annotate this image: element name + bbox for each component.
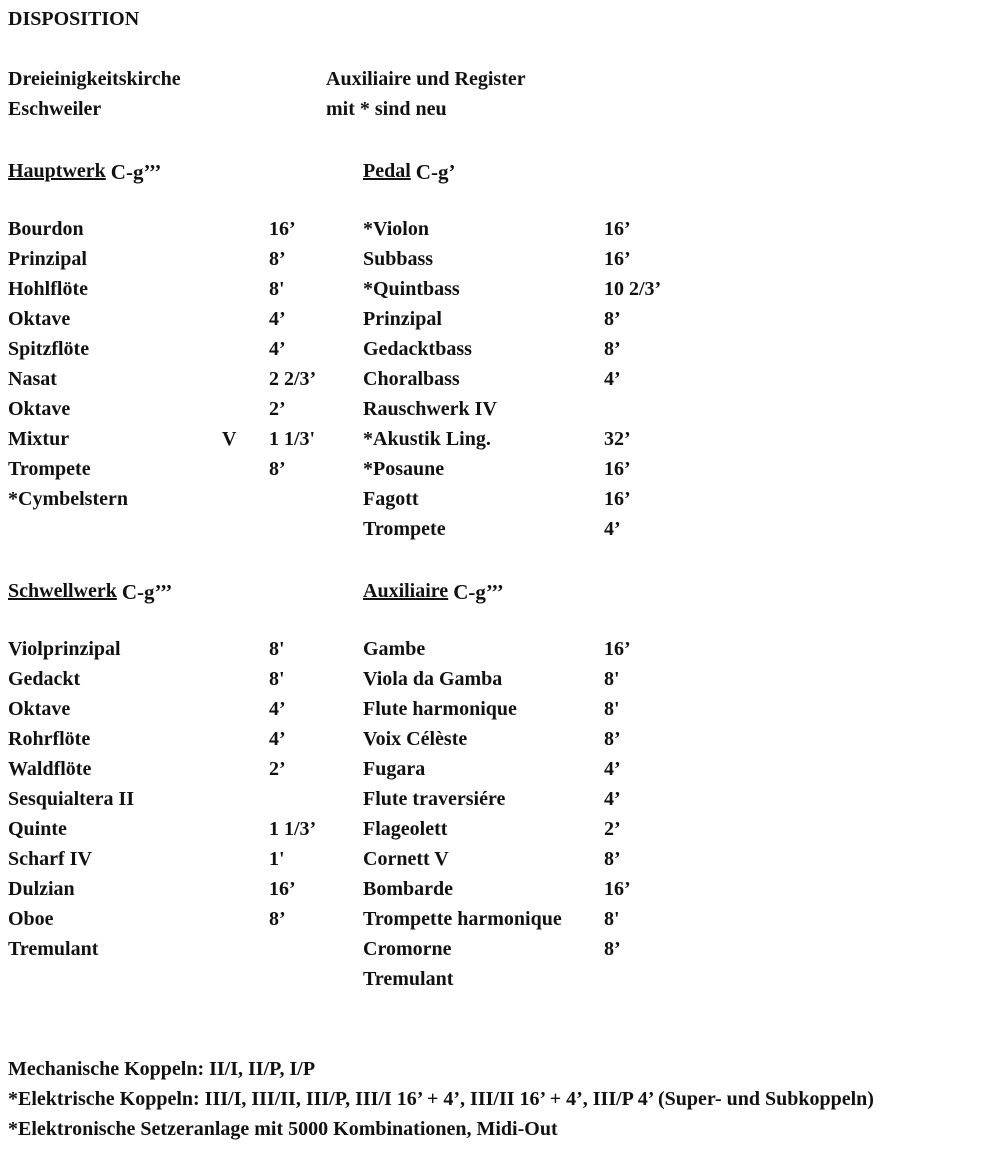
pedal-stop-name: *Violon <box>363 218 429 240</box>
auxiliaire-stop-pitch: 4’ <box>604 788 621 810</box>
pedal-stop-name: Rauschwerk IV <box>363 398 497 420</box>
auxiliaire-stop-pitch: 2’ <box>604 818 621 840</box>
auxiliaire-stop-pitch: 8’ <box>604 728 621 750</box>
auxiliaire-stop-pitch: 8' <box>604 698 620 720</box>
auxiliaire-stop-pitch: 4’ <box>604 758 621 780</box>
hauptwerk-stop-pitch: 8’ <box>269 248 286 270</box>
schwellwerk-stop-name: Violprinzipal <box>8 638 121 660</box>
pedal-stop-pitch: 16’ <box>604 488 631 510</box>
hauptwerk-stop-ranks: V <box>222 428 237 450</box>
hauptwerk-stop-pitch: 1 1/3' <box>269 428 316 450</box>
pedal-stop-name: *Quintbass <box>363 278 460 300</box>
pedal-stop-name: Choralbass <box>363 368 460 390</box>
auxiliaire-stop-name: Flute traversiére <box>363 788 506 810</box>
auxiliaire-stop-name: Flute harmonique <box>363 698 517 720</box>
auxiliaire-title: Auxiliaire <box>363 580 449 602</box>
schwellwerk-stop-name: Rohrflöte <box>8 728 91 750</box>
church-city: Eschweiler <box>8 98 102 120</box>
schwellwerk-stop-name: Oktave <box>8 698 71 720</box>
schwellwerk-stop-name: Tremulant <box>8 938 99 960</box>
hauptwerk-stop-name: Bourdon <box>8 218 84 240</box>
schwellwerk-stop-pitch: 4’ <box>269 728 286 750</box>
auxiliaire-stop-name: Fugara <box>363 758 426 780</box>
auxiliaire-stop-pitch: 8' <box>604 668 620 690</box>
schwellwerk-stop-name: Dulzian <box>8 878 75 900</box>
hauptwerk-stop-name: *Cymbelstern <box>8 488 128 510</box>
schwellwerk-stop-pitch: 16’ <box>269 878 296 900</box>
legend-line-2: mit * sind neu <box>326 98 447 120</box>
pedal-stop-pitch: 4’ <box>604 368 621 390</box>
pedal-stop-name: *Akustik Ling. <box>363 428 491 450</box>
schwellwerk-stop-pitch: 8' <box>269 638 285 660</box>
hauptwerk-title: Hauptwerk <box>8 160 106 182</box>
hauptwerk-stop-pitch: 8’ <box>269 458 286 480</box>
pedal-stop-name: *Posaune <box>363 458 445 480</box>
auxiliaire-stop-name: Viola da Gamba <box>363 668 503 690</box>
schwellwerk-header <box>8 575 172 606</box>
hauptwerk-stop-pitch: 16’ <box>269 218 296 240</box>
auxiliaire-stop-pitch: 16’ <box>604 638 631 660</box>
schwellwerk-stop-pitch: 1 1/3’ <box>269 818 317 840</box>
auxiliaire-stop-pitch: 8’ <box>604 848 621 870</box>
schwellwerk-stop-name: Sesquialtera II <box>8 788 135 810</box>
pedal-stop-name: Subbass <box>363 248 434 270</box>
hauptwerk-stop-name: Hohlflöte <box>8 278 88 300</box>
hauptwerk-stop-pitch: 2’ <box>269 398 286 420</box>
schwellwerk-stop-pitch: 8' <box>269 668 285 690</box>
pedal-stop-pitch: 8’ <box>604 338 621 360</box>
pedal-stop-pitch: 16’ <box>604 218 631 240</box>
hauptwerk-stop-name: Trompete <box>8 458 91 480</box>
auxiliaire-stop-name: Trompette harmonique <box>363 908 562 930</box>
pedal-stop-name: Trompete <box>363 518 446 540</box>
schwellwerk-stop-name: Oboe <box>8 908 54 930</box>
pedal-stop-name: Fagott <box>363 488 419 510</box>
schwellwerk-stop-pitch: 8’ <box>269 908 286 930</box>
schwellwerk-stop-name: Gedackt <box>8 668 81 690</box>
schwellwerk-stop-name: Scharf IV <box>8 848 92 870</box>
page-title: DISPOSITION <box>8 8 140 30</box>
hauptwerk-stop-pitch: 4’ <box>269 338 286 360</box>
pedal-stop-pitch: 16’ <box>604 248 631 270</box>
hauptwerk-stop-name: Oktave <box>8 308 71 330</box>
auxiliaire-stop-pitch: 8' <box>604 908 620 930</box>
schwellwerk-stop-pitch: 4’ <box>269 698 286 720</box>
hauptwerk-stop-name: Prinzipal <box>8 248 87 270</box>
hauptwerk-range: C-g’’’ <box>110 160 162 184</box>
electric-couplers: *Elektrische Koppeln: III/I, III/II, III/P, III/I 16’ + 4’, III/II 16’ + 4’, III/P 4’ (Super- und Subkoppeln) <box>8 1088 874 1110</box>
hauptwerk-stop-pitch: 8' <box>269 278 285 300</box>
hauptwerk-stop-name: Mixtur <box>8 428 70 450</box>
hauptwerk-stop-name: Spitzflöte <box>8 338 90 360</box>
mechanical-couplers: Mechanische Koppeln: II/I, II/P, I/P <box>8 1058 316 1080</box>
pedal-stop-pitch: 8’ <box>604 308 621 330</box>
hauptwerk-stop-name: Nasat <box>8 368 57 390</box>
pedal-stop-pitch: 10 2/3’ <box>604 278 662 300</box>
schwellwerk-stop-name: Waldflöte <box>8 758 92 780</box>
auxiliaire-stop-name: Voix Célèste <box>363 728 468 750</box>
legend-line-1: Auxiliaire und Register <box>326 68 526 90</box>
pedal-stop-pitch: 16’ <box>604 458 631 480</box>
hauptwerk-stop-pitch: 4’ <box>269 308 286 330</box>
auxiliaire-header <box>363 575 504 606</box>
hauptwerk-stop-name: Oktave <box>8 398 71 420</box>
auxiliaire-stop-name: Tremulant <box>363 968 454 990</box>
auxiliaire-stop-name: Bombarde <box>363 878 453 900</box>
schwellwerk-stop-pitch: 2’ <box>269 758 286 780</box>
schwellwerk-title: Schwellwerk <box>8 580 117 602</box>
pedal-stop-name: Gedacktbass <box>363 338 472 360</box>
pedal-header <box>363 155 455 186</box>
pedal-stop-pitch: 4’ <box>604 518 621 540</box>
auxiliaire-stop-pitch: 8’ <box>604 938 621 960</box>
auxiliaire-stop-pitch: 16’ <box>604 878 631 900</box>
pedal-stop-pitch: 32’ <box>604 428 631 450</box>
pedal-title: Pedal <box>363 160 411 182</box>
church-name: Dreieinigkeitskirche <box>8 68 181 90</box>
auxiliaire-stop-name: Cromorne <box>363 938 452 960</box>
auxiliaire-stop-name: Cornett V <box>363 848 449 870</box>
schwellwerk-range: C-g’’’ <box>121 580 173 604</box>
schwellwerk-stop-pitch: 1' <box>269 848 285 870</box>
auxiliaire-stop-name: Flageolett <box>363 818 448 840</box>
auxiliaire-range: C-g’’’ <box>453 580 504 604</box>
pedal-stop-name: Prinzipal <box>363 308 442 330</box>
hauptwerk-header <box>8 155 161 186</box>
schwellwerk-stop-name: Quinte <box>8 818 67 840</box>
pedal-range: C-g’ <box>415 160 456 184</box>
auxiliaire-stop-name: Gambe <box>363 638 426 660</box>
hauptwerk-stop-pitch: 2 2/3’ <box>269 368 317 390</box>
combination-system: *Elektronische Setzeranlage mit 5000 Kombinationen, Midi-Out <box>8 1118 558 1140</box>
